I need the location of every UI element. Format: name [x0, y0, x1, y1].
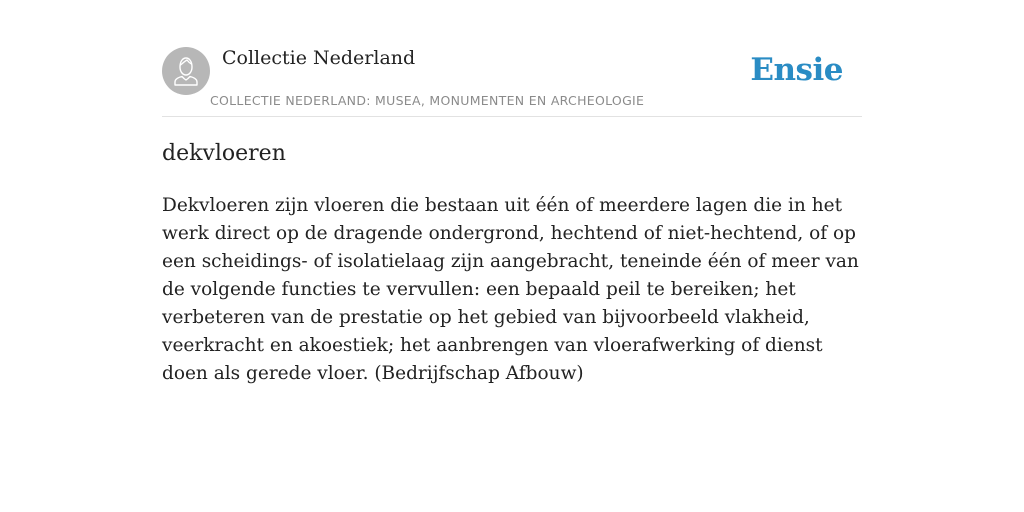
entry-term: dekvloeren: [162, 141, 286, 166]
entry-definition: Dekvloeren zijn vloeren die bestaan uit één of meerdere lagen die in het werk direct op de dragende ondergrond, hechtend of niet-hechtend, of op een scheidings- of isolatielaag zijn aangebracht, teneinde één of meer van de volgende functies te vervullen: een bepaald peil te bereiken; het verbeteren van de prestatie op het gebied van bijvoorbeeld vlakheid, veerkracht en akoestiek; het aanbrengen van vloerafwerking of dienst doen als gerede vloer. (Bedrijfschap Afbouw): [162, 195, 859, 384]
author-avatar[interactable]: [162, 47, 210, 95]
user-silhouette-icon: [162, 47, 210, 95]
entry-card: [162, 0, 862, 512]
author-subtitle: COLLECTIE NEDERLAND: MUSEA, MONUMENTEN EN ARCHEOLOGIE: [210, 93, 645, 108]
author-name[interactable]: Collectie Nederland: [222, 47, 416, 69]
entry-header: [162, 0, 862, 117]
ensie-logo-link[interactable]: Ensie: [750, 52, 843, 88]
